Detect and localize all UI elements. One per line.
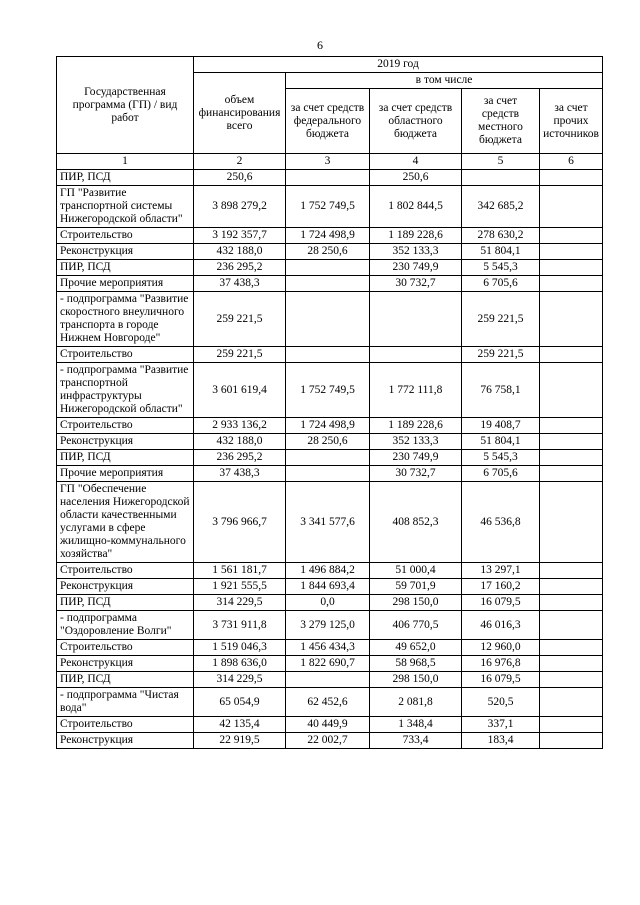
cell-regional: 230 749,9 [370,260,462,276]
table-row [57,579,603,595]
cell-regional: 352 133,3 [370,434,462,450]
cell-total: 1 561 181,7 [194,563,286,579]
cell-regional: 1 772 111,8 [370,363,462,418]
cell-regional: 51 000,4 [370,563,462,579]
cell-regional: 406 770,5 [370,611,462,640]
header-total: объем финансирования всего [194,73,286,154]
cell-local: 520,5 [462,688,540,717]
table-row [57,228,603,244]
row-name: Реконструкция [57,733,194,749]
row-name: Строительство [57,640,194,656]
cell-federal: 1 724 498,9 [286,228,370,244]
table-row [57,186,603,228]
cell-total: 1 921 555,5 [194,579,286,595]
row-name: - подпрограмма "Чистая вода" [57,688,194,717]
table-row [57,363,603,418]
cell-federal [286,170,370,186]
cell-total: 236 295,2 [194,450,286,466]
header-local: за счет средств местного бюджета [462,89,540,154]
cell-regional: 352 133,3 [370,244,462,260]
cell-regional: 58 968,5 [370,656,462,672]
cell-other [540,563,603,579]
cell-federal: 3 341 577,6 [286,482,370,563]
cell-regional: 1 802 844,5 [370,186,462,228]
table-row [57,418,603,434]
cell-regional: 59 701,9 [370,579,462,595]
row-name: Строительство [57,717,194,733]
cell-other [540,640,603,656]
cell-total: 259 221,5 [194,347,286,363]
row-name: ПИР, ПСД [57,170,194,186]
cell-regional: 298 150,0 [370,672,462,688]
cell-federal: 28 250,6 [286,244,370,260]
header-year: 2019 год [194,57,603,73]
cell-local: 16 079,5 [462,595,540,611]
cell-regional: 30 732,7 [370,276,462,292]
cell-other [540,186,603,228]
row-name: ПИР, ПСД [57,595,194,611]
cell-local: 12 960,0 [462,640,540,656]
cell-local: 337,1 [462,717,540,733]
cell-local: 51 804,1 [462,244,540,260]
cell-federal: 1 752 749,5 [286,363,370,418]
cell-federal: 62 452,6 [286,688,370,717]
table-row [57,717,603,733]
cell-federal [286,672,370,688]
row-name: Строительство [57,228,194,244]
table-row [57,611,603,640]
cell-total: 3 192 357,7 [194,228,286,244]
row-name: Строительство [57,563,194,579]
cell-federal: 40 449,9 [286,717,370,733]
cell-federal: 1 496 884,2 [286,563,370,579]
cell-other [540,482,603,563]
cell-local: 278 630,2 [462,228,540,244]
page-number: 6 [317,38,323,52]
cell-local: 51 804,1 [462,434,540,450]
cell-total: 3 898 279,2 [194,186,286,228]
table-row [57,733,603,749]
table-row [57,688,603,717]
row-name: Реконструкция [57,244,194,260]
cell-local: 16 976,8 [462,656,540,672]
cell-federal [286,276,370,292]
cell-regional: 1 189 228,6 [370,228,462,244]
cell-other [540,170,603,186]
row-name: - подпрограмма "Развитие транспортной инфраструктуры Нижегородской области" [57,363,194,418]
cell-federal: 3 279 125,0 [286,611,370,640]
cell-total: 3 731 911,8 [194,611,286,640]
cell-local: 13 297,1 [462,563,540,579]
cell-federal [286,292,370,347]
cell-other [540,292,603,347]
table-row [57,170,603,186]
table-row [57,347,603,363]
cell-federal [286,347,370,363]
table-row [57,260,603,276]
table-row [57,434,603,450]
cell-total: 42 135,4 [194,717,286,733]
row-name: Прочие мероприятия [57,276,194,292]
cell-federal: 1 752 749,5 [286,186,370,228]
cell-local: 5 545,3 [462,450,540,466]
cell-total: 432 188,0 [194,244,286,260]
cell-total: 3 601 619,4 [194,363,286,418]
row-name: ГП "Обеспечение населения Нижегородской области качественными услугами в сфере жилищно-коммунального хозяйства" [57,482,194,563]
row-name: ПИР, ПСД [57,450,194,466]
cell-regional [370,292,462,347]
cell-federal: 1 724 498,9 [286,418,370,434]
budget-table [56,56,603,749]
cell-total: 259 221,5 [194,292,286,347]
cell-other [540,611,603,640]
cell-regional: 733,4 [370,733,462,749]
cell-other [540,656,603,672]
column-number: 4 [370,154,462,170]
row-name: ПИР, ПСД [57,672,194,688]
table-row [57,276,603,292]
cell-total: 3 796 966,7 [194,482,286,563]
table-row [57,563,603,579]
cell-other [540,672,603,688]
cell-other [540,228,603,244]
cell-regional [370,347,462,363]
cell-other [540,244,603,260]
header-including: в том числе [286,73,603,89]
cell-federal [286,260,370,276]
cell-local: 46 016,3 [462,611,540,640]
cell-regional: 30 732,7 [370,466,462,482]
table-body [57,170,603,749]
cell-local: 183,4 [462,733,540,749]
cell-total: 2 933 136,2 [194,418,286,434]
column-numbers-row [57,154,603,170]
table-row [57,450,603,466]
cell-other [540,466,603,482]
cell-regional: 1 189 228,6 [370,418,462,434]
row-name: Реконструкция [57,656,194,672]
cell-other [540,434,603,450]
row-name: ПИР, ПСД [57,260,194,276]
row-name: Строительство [57,418,194,434]
cell-total: 236 295,2 [194,260,286,276]
column-number: 3 [286,154,370,170]
cell-total: 37 438,3 [194,466,286,482]
cell-other [540,260,603,276]
table-row [57,656,603,672]
cell-total: 1 898 636,0 [194,656,286,672]
cell-local: 6 705,6 [462,466,540,482]
cell-regional: 230 749,9 [370,450,462,466]
cell-regional: 298 150,0 [370,595,462,611]
cell-regional: 1 348,4 [370,717,462,733]
cell-local: 76 758,1 [462,363,540,418]
cell-other [540,595,603,611]
cell-local: 17 160,2 [462,579,540,595]
row-name: - подпрограмма "Оздоровление Волги" [57,611,194,640]
column-number: 1 [57,154,194,170]
cell-regional: 2 081,8 [370,688,462,717]
header-program: Государственная программа (ГП) / вид работ [57,57,194,154]
cell-total: 250,6 [194,170,286,186]
cell-total: 65 054,9 [194,688,286,717]
row-name: - подпрограмма "Развитие скоростного внеуличного транспорта в городе Нижнем Новгороде" [57,292,194,347]
cell-other [540,363,603,418]
cell-other [540,418,603,434]
cell-total: 37 438,3 [194,276,286,292]
cell-local: 6 705,6 [462,276,540,292]
cell-federal [286,450,370,466]
cell-other [540,717,603,733]
cell-federal: 1 822 690,7 [286,656,370,672]
cell-other [540,347,603,363]
table-row [57,595,603,611]
cell-regional: 250,6 [370,170,462,186]
table-row [57,292,603,347]
cell-total: 314 229,5 [194,595,286,611]
cell-local: 5 545,3 [462,260,540,276]
cell-regional: 49 652,0 [370,640,462,656]
header-federal: за счет средств федерального бюджета [286,89,370,154]
cell-local [462,170,540,186]
cell-local: 259 221,5 [462,347,540,363]
table-row [57,640,603,656]
cell-local: 19 408,7 [462,418,540,434]
table-row [57,244,603,260]
cell-local: 259 221,5 [462,292,540,347]
column-number: 6 [540,154,603,170]
row-name: Прочие мероприятия [57,466,194,482]
table-row [57,672,603,688]
cell-other [540,688,603,717]
cell-total: 22 919,5 [194,733,286,749]
cell-federal: 1 844 693,4 [286,579,370,595]
cell-other [540,733,603,749]
cell-other [540,579,603,595]
cell-federal: 0,0 [286,595,370,611]
cell-total: 432 188,0 [194,434,286,450]
row-name: ГП "Развитие транспортной системы Нижегородской области" [57,186,194,228]
row-name: Реконструкция [57,579,194,595]
table-row [57,466,603,482]
cell-federal: 22 002,7 [286,733,370,749]
table-row [57,482,603,563]
cell-federal: 28 250,6 [286,434,370,450]
cell-federal: 1 456 434,3 [286,640,370,656]
cell-total: 314 229,5 [194,672,286,688]
cell-other [540,276,603,292]
cell-local: 46 536,8 [462,482,540,563]
column-number: 2 [194,154,286,170]
header-regional: за счет средств областного бюджета [370,89,462,154]
cell-total: 1 519 046,3 [194,640,286,656]
cell-local: 16 079,5 [462,672,540,688]
cell-local: 342 685,2 [462,186,540,228]
cell-regional: 408 852,3 [370,482,462,563]
row-name: Строительство [57,347,194,363]
cell-federal [286,466,370,482]
row-name: Реконструкция [57,434,194,450]
header-other: за счет прочих источников [540,89,603,154]
column-number: 5 [462,154,540,170]
cell-other [540,450,603,466]
